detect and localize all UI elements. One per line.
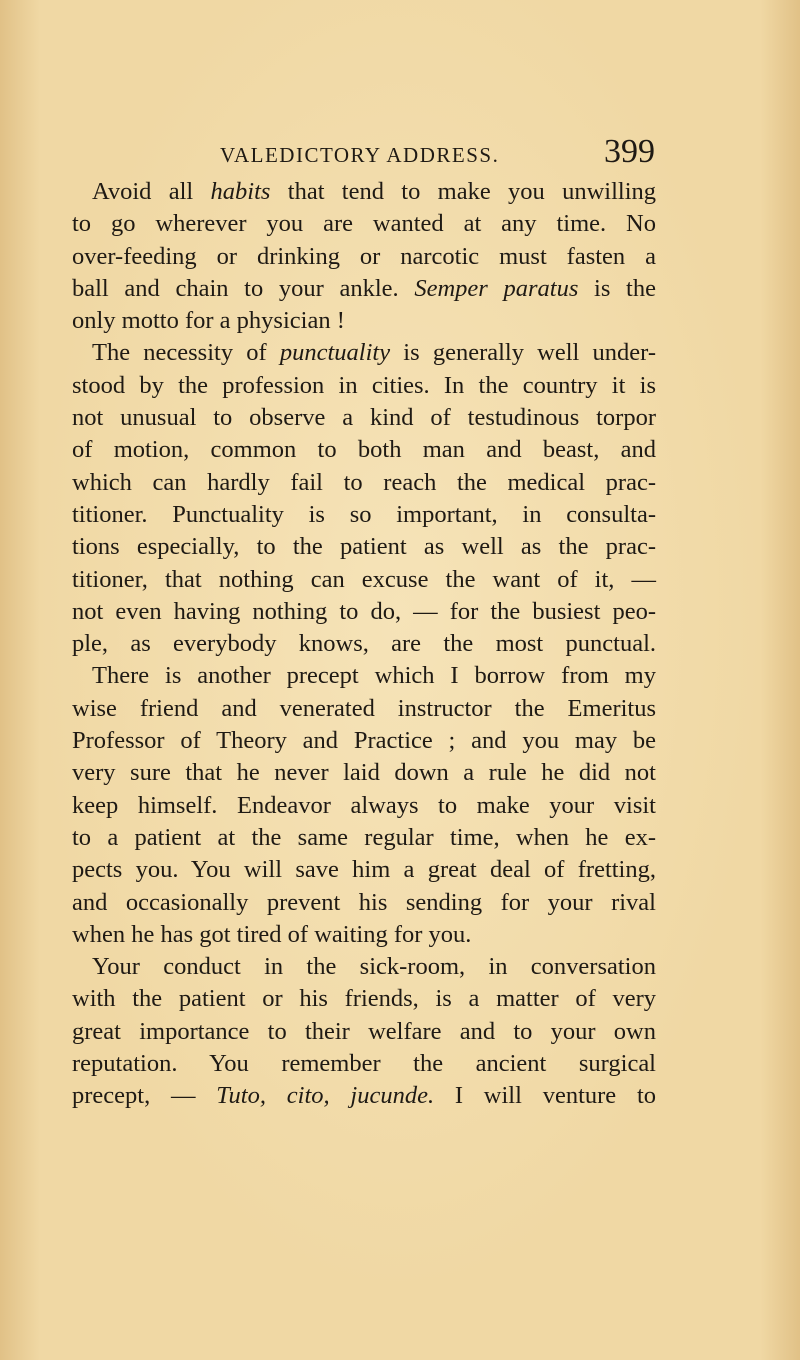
text-run: over-feeding or drinking or narcotic must fasten a	[72, 242, 656, 270]
text-line	[72, 854, 656, 886]
text-run: keep himself. Endeavor always to make your visit	[72, 791, 656, 819]
text-line	[72, 467, 656, 499]
text-run: to go wherever you are wanted at any time. No	[72, 210, 656, 238]
text-run: is generally well under-	[390, 339, 656, 367]
text-line	[72, 628, 656, 660]
text-line	[72, 822, 656, 854]
text-run: Professor of Theory and Practice ; and you may be	[72, 727, 656, 755]
text-run: stood by the profession in cities. In the country it is	[72, 371, 656, 399]
text-run: Your conduct in the sick-room, in conversation	[92, 953, 656, 981]
text-run: wise friend and venerated instructor the Emeritus	[72, 694, 656, 722]
text-run: great importance to their welfare and to your own	[72, 1017, 656, 1045]
text-line	[72, 370, 656, 402]
text-line	[72, 757, 656, 789]
text-run: reputation. You remember the ancient surgical	[72, 1050, 656, 1078]
text-run: precept, —	[72, 1082, 217, 1110]
text-run: ple, as everybody knows, are the most punctual.	[72, 630, 656, 658]
text-run: Avoid all	[92, 178, 211, 205]
text-run: that tend to make you unwilling	[270, 178, 657, 205]
text-run: The necessity of	[92, 339, 280, 367]
text-line	[72, 337, 656, 369]
text-run: tions especially, to the patient as well as the prac-	[72, 533, 656, 561]
text-line	[72, 1048, 656, 1080]
text-run: I will venture to	[434, 1082, 657, 1110]
text-run: with the patient or his friends, is a matter of very	[72, 985, 656, 1013]
text-line	[72, 887, 656, 919]
text-line	[72, 951, 656, 983]
text-line	[72, 305, 656, 337]
running-head	[70, 133, 655, 173]
text-run: titioner. Punctuality is so important, in consulta-	[72, 500, 656, 528]
text-run: pects you. You will save him a great deal of fretting,	[72, 856, 656, 884]
text-line	[72, 983, 656, 1015]
text-run: ball and chain to your ankle.	[72, 274, 415, 302]
italic-phrase: Semper paratus	[414, 274, 579, 302]
text-line	[72, 1080, 656, 1112]
text-line	[72, 241, 656, 273]
text-run: not unusual to observe a kind of testudinous torpor	[72, 404, 656, 432]
text-run: to a patient at the same regular time, when he ex-	[72, 823, 656, 851]
text-run: and occasionally prevent his sending for your rival	[72, 888, 656, 916]
text-line	[72, 693, 656, 725]
text-line	[72, 725, 656, 757]
page-number: 399	[604, 133, 655, 170]
running-title: VALEDICTORY ADDRESS.	[220, 143, 500, 167]
text-line	[72, 790, 656, 822]
text-run: There is another precept which I borrow from my	[92, 662, 656, 690]
text-line	[72, 499, 656, 531]
text-run: titioner, that nothing can excuse the want of it, —	[72, 565, 656, 593]
text-run: which can hardly fail to reach the medical prac-	[72, 468, 656, 496]
text-line	[72, 1016, 656, 1048]
text-run: only motto for a physician !	[72, 307, 345, 335]
text-line	[72, 531, 656, 563]
italic-phrase: Tuto, cito, jucunde.	[216, 1082, 435, 1110]
text-run: not even having nothing to do, — for the busiest peo-	[72, 597, 656, 625]
text-line	[72, 596, 656, 628]
text-run: when he has got tired of waiting for you.	[72, 920, 472, 948]
italic-phrase: punctuality	[279, 339, 391, 367]
text-line	[72, 208, 656, 240]
text-line	[72, 434, 656, 466]
text-line	[72, 402, 656, 434]
text-line	[72, 273, 656, 305]
text-run: is the	[578, 274, 656, 302]
text-run: of motion, common to both man and beast, and	[72, 436, 656, 464]
text-line	[72, 660, 656, 692]
italic-phrase: habits	[210, 178, 271, 205]
body-text	[72, 176, 656, 1113]
text-run: very sure that he never laid down a rule he did not	[72, 759, 656, 787]
text-line	[72, 919, 656, 951]
text-line	[72, 176, 656, 208]
text-line	[72, 564, 656, 596]
